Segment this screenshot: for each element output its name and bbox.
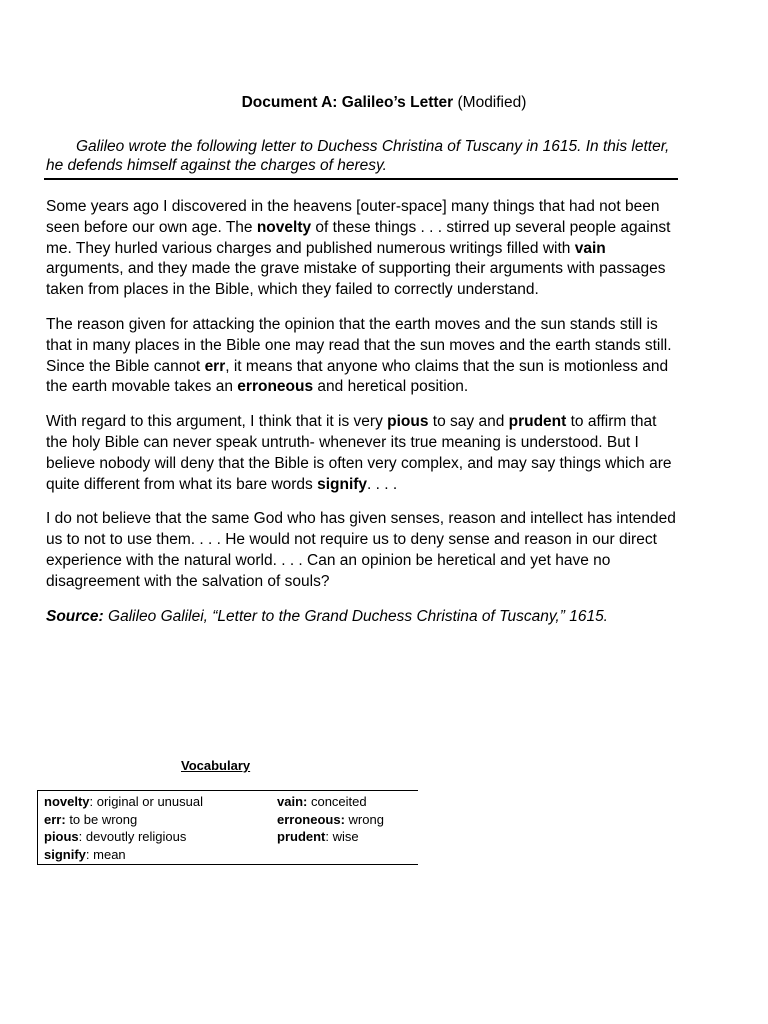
vocabulary-entry [271,811,418,829]
paragraph-text: . . . . [367,475,398,493]
paragraph-text: The reason given for attacking the opinion that the earth moves and the sun stands still is that in many places in the Bible one may read that the sun moves and the earth stands still. Since the Bible cannot [46,315,672,375]
document-title-suffix: (Modified) [453,94,527,111]
vocab-term-highlight: novelty [256,218,312,236]
vocabulary-term: err: [44,811,66,827]
vocabulary-definition: devoutly religious [85,829,187,844]
vocabulary-definition: original or unusual [96,794,203,809]
vocabulary-definition: to be wrong [69,811,138,827]
vocabulary-definition: wise [332,829,359,844]
paragraph-text: to affirm that the holy Bible can never speak untruth- whenever its true meaning is understood. But I believe nobody will deny that the Bible is often very complex, and may say things which are quite different from what its bare words [46,413,672,493]
vocabulary-entry [271,828,418,846]
vocabulary-separator: : [78,829,86,844]
paragraph-text: Some years ago I discovered in the heavens [outer-space] many things that had not been seen before our own age. The [46,198,660,236]
vocabulary-separator: : [325,829,333,844]
vocabulary-term: pious [44,829,79,844]
source-citation [46,607,678,628]
vocabulary-term: signify [44,846,86,862]
vocabulary-entry [38,811,271,829]
vocabulary-separator: : [89,794,97,809]
letter-paragraph [46,509,678,592]
vocabulary-row [38,793,418,811]
source-text: Galileo Galilei, “Letter to the Grand Duchess Christina of Tuscany,” 1615. [103,607,608,625]
source-label: Source: [46,607,104,625]
vocab-term-highlight: erroneous [237,378,314,396]
paragraph-text: of these things . . . stirred up several people against me. They hurled various charges and published numerous writings filled with [46,218,671,257]
document-title-main: Document A: Galileo’s Letter [241,94,454,111]
vocab-term-highlight: signify [317,475,368,493]
letter-paragraphs [46,197,678,593]
letter-body [46,197,678,641]
vocabulary-separator: : [85,846,94,862]
vocabulary-entry [38,793,271,811]
letter-paragraph [46,412,678,495]
vocabulary-entry [38,846,271,864]
vocabulary-definition: mean [93,846,126,862]
vocabulary-term: erroneous: [277,811,345,827]
vocab-term-highlight: prudent [508,413,567,431]
vocabulary-entry [38,828,271,846]
vocabulary-definition: wrong [348,811,384,827]
paragraph-text: and heretical position. [313,378,469,396]
paragraph-text: to say and [428,413,509,431]
paragraph-text: I do not believe that the same God who has given senses, reason and intellect has intended us to not to use them. . . . He would not require us to deny sense and reason in our direct experience with the natural world. . . . Can an opinion be heretical and yet have no disagreement with the salvation of souls? [46,510,676,590]
vocabulary-row [38,811,418,829]
vocabulary-definition: conceited [310,794,367,809]
vocab-term-highlight: err [204,357,226,375]
letter-paragraph [46,197,678,301]
vocabulary-term: vain: [277,794,308,809]
vocabulary-term: novelty [44,794,90,809]
paragraph-text: With regard to this argument, I think that it is very [46,413,388,431]
paragraph-text: arguments, and they made the grave mistake of supporting their arguments with passages taken from places in the Bible, which they failed to correctly understand. [46,260,666,299]
vocab-term-highlight: vain [574,239,606,257]
vocabulary-table [37,790,418,865]
vocabulary-entry [271,846,418,864]
document-title [0,94,768,112]
vocabulary-term: prudent [277,829,326,844]
paragraph-text: , it means that anyone who claims that the sun is motionless and the earth movable takes an [46,357,669,396]
intro-paragraph [46,137,678,175]
intro-text: Galileo wrote the following letter to Duchess Christina of Tuscany in 1615. In this letter, he defends himself against the charges of heresy. [46,138,670,174]
vocabulary-entry [271,793,418,811]
intro-divider [44,178,678,180]
vocab-term-highlight: pious [387,413,429,431]
vocabulary-heading: Vocabulary [181,758,251,773]
vocabulary-row [38,846,418,864]
letter-paragraph [46,315,678,398]
vocabulary-row [38,828,418,846]
